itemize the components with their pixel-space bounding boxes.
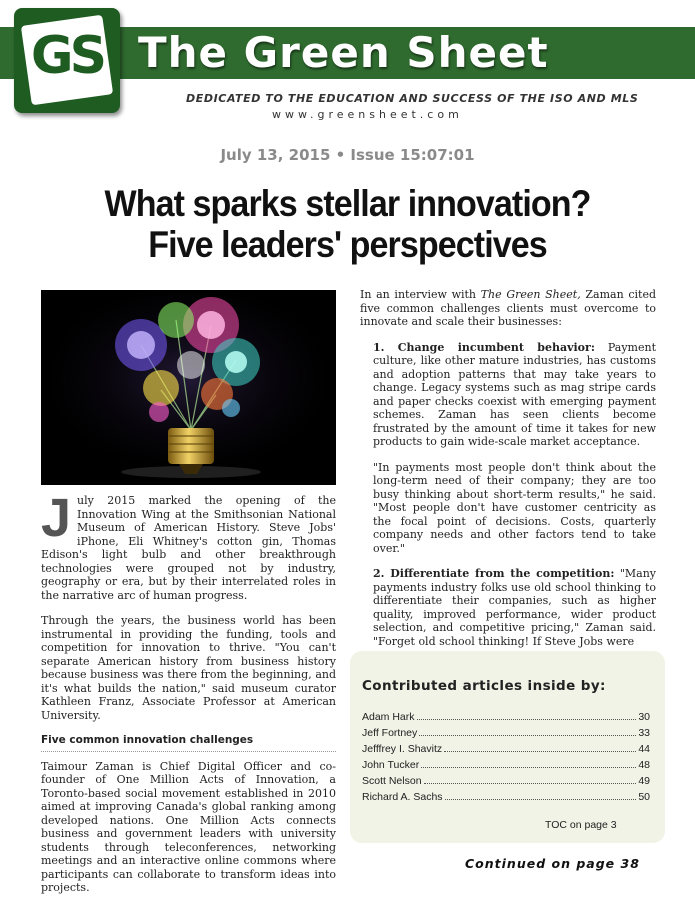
toc-author: Jeff Fortney xyxy=(362,727,418,739)
headline-line-1: What sparks stellar innovation? xyxy=(104,183,591,224)
toc-entry[interactable] xyxy=(362,790,650,806)
green-sheet-logo xyxy=(14,8,120,113)
headline-line-2: Five leaders' perspectives xyxy=(148,224,547,265)
logo-text: GS xyxy=(30,26,104,86)
article-paragraph xyxy=(41,488,336,602)
toc-entry[interactable] xyxy=(362,726,650,742)
publication-name: The Green Sheet, xyxy=(480,288,581,301)
toc-page: 44 xyxy=(638,743,650,755)
paragraph-text: In an interview with xyxy=(360,288,481,301)
paragraph-text: uly 2015 marked the opening of the Innovation Wing at the Smithsonian National Museum of American History. Steve Jobs' iPhone, Eli Whitney's cotton gin, Thomas Edison's light bulb and other breakthrough technologies were grouped not by industry, geography or era, but by their interrelated roles in the narrative arc of human progress. xyxy=(41,494,336,602)
article-paragraph xyxy=(360,288,656,329)
toc-author: Jefffrey I. Shavitz xyxy=(362,743,443,755)
toc-page: 33 xyxy=(638,727,650,739)
publication-tagline: DEDICATED TO THE EDUCATION AND SUCCESS OF THE ISO AND MLS xyxy=(186,92,639,105)
article-headline xyxy=(28,183,667,265)
publication-title: The Green Sheet xyxy=(138,28,549,77)
toc-page: 49 xyxy=(638,775,650,787)
article-quote: "In payments most people don't think about the long-term need of their company; they are too busy thinking about short-term results," he said. "Most people don't have customer centricity as the focal point of decisions. Costs, quarterly company needs and other factors tend to take over." xyxy=(373,460,656,555)
toc-page-note[interactable]: TOC on page 3 xyxy=(545,819,617,831)
article-right-column xyxy=(360,288,656,660)
continued-on-page[interactable]: Continued on page 38 xyxy=(465,856,640,871)
article-paragraph: Through the years, the business world has been instrumental in providing the funding, tools and competition for innovation to thrive. "You can't separate American history from business history because business was there from the beginning, and it's what builds the nation," said museum curator Kathleen Franz, Associate Professor at American University. xyxy=(41,614,336,722)
drop-cap: J xyxy=(41,488,72,548)
article-left-column xyxy=(41,488,336,907)
lightbulb-fireworks-icon xyxy=(41,290,336,485)
toc-page: 50 xyxy=(638,791,650,803)
toc-author: Richard A. Sachs xyxy=(362,791,443,803)
challenge-text: "Many payments industry folks use old school thinking to differentiate their companies, such as higher quality, improved performance, wider product selection, and competitive pricing," Zaman said. "Forget old school thinking! If Steve Jobs were xyxy=(373,567,656,648)
toc-entry[interactable] xyxy=(362,710,650,726)
toc-entry[interactable] xyxy=(362,758,650,774)
issue-dateline: July 13, 2015 • Issue 15:07:01 xyxy=(220,146,475,164)
challenge-label: 2. Differentiate from the competition: xyxy=(373,567,615,580)
challenge-text: Payment culture, like other mature industries, has customs and adoption patterns that may take years to change. Legacy systems such as mag stripe cards and paper checks coexist with emerging payment schemes. Zaman has seen clients become frustrated by the amount of time it takes for new products to gain wide-scale market acceptance. xyxy=(373,340,656,448)
toc-entry[interactable] xyxy=(362,742,650,758)
toc-author: John Tucker xyxy=(362,759,420,771)
toc-title: Contributed articles inside by: xyxy=(362,678,606,694)
toc-author: Adam Hark xyxy=(362,711,415,723)
challenge-item-1 xyxy=(373,341,656,449)
article-paragraph: Taimour Zaman is Chief Digital Officer and co-founder of One Million Acts of Innovation, a Toronto-based social movement established in 2010 aimed at improving Canada's global ranking among developed nations. One Million Acts connects business and government leaders with university students through teleconferences, networking meetings and an interactive online commons where participants can collaborate to transform ideas into projects. xyxy=(41,759,336,894)
toc-entry[interactable] xyxy=(362,774,650,790)
challenge-item-2 xyxy=(373,567,656,648)
contributed-articles-box xyxy=(350,651,665,843)
publication-url[interactable]: www.greensheet.com xyxy=(272,108,463,121)
paragraph-text: Zaman cited five common challenges clients must overcome to innovate and scale their businesses: xyxy=(360,288,657,328)
toc-list xyxy=(362,710,650,806)
toc-page: 48 xyxy=(638,759,650,771)
toc-page: 30 xyxy=(638,711,650,723)
challenge-label: 1. Change incumbent behavior: xyxy=(373,340,595,354)
section-subhead: Five common innovation challenges xyxy=(41,734,336,752)
toc-author: Scott Nelson xyxy=(362,775,422,787)
